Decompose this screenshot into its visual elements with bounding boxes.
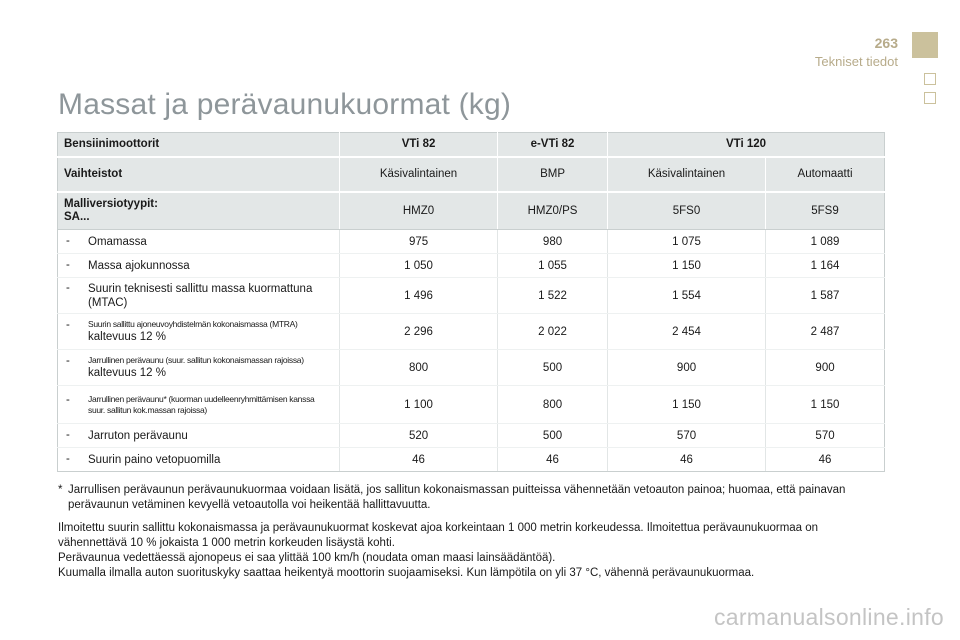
footnote	[58, 483, 888, 513]
page-title: Massat ja perävaunukuormat (kg)	[58, 88, 512, 121]
row-label-text: Jarruton perävaunu	[88, 429, 188, 442]
footnote-star: *	[58, 484, 63, 496]
row-dash: -	[66, 355, 70, 367]
row-value: 1 075	[607, 230, 765, 254]
note-paragraph: Ilmoitettu suurin sallittu kokonaismassa ja perävaunukuormat koskevat ajoa korkeintaan 1 000 metrin korkeudessa. Ilmoitettua perävaunukuormaa on vähennettävä 10 % jokaista 1 000 metrin korkeuden lisäystä kohti.	[58, 522, 819, 549]
table-row	[58, 386, 885, 424]
row-value: 46	[340, 448, 498, 472]
row-value: 1 587	[766, 278, 885, 314]
gearbox-cell: Automaatti	[766, 157, 885, 192]
table-row	[58, 278, 885, 314]
row-label-small: Jarrullinen perävaunu (suur. sallitun kokonaismassan rajoissa)	[88, 355, 304, 365]
row-value: 2 454	[607, 314, 765, 350]
row-value: 46	[766, 448, 885, 472]
notes	[58, 521, 888, 581]
table-row	[58, 314, 885, 350]
row-value: 1 554	[607, 278, 765, 314]
row-value: 570	[607, 424, 765, 448]
row-value: 2 487	[766, 314, 885, 350]
row-label-small: Jarrullinen perävaunu* (kuorman uudelleenryhmittämisen kanssa suur. sallitun kok.massan rajoissa)	[88, 393, 315, 415]
row-label-text: Suurin paino vetopuomilla	[88, 453, 221, 466]
row-dash: -	[66, 393, 70, 406]
versions-label-line1: Malliversiotyypit:	[64, 197, 158, 210]
row-value: 520	[340, 424, 498, 448]
gearbox-cell: BMP	[498, 157, 608, 192]
chapter-tab-box-1	[924, 73, 936, 85]
table-row	[58, 448, 885, 472]
row-value: 900	[766, 350, 885, 386]
row-value: 1 055	[498, 254, 608, 278]
row-value: 1 150	[766, 386, 885, 424]
row-value: 980	[498, 230, 608, 254]
version-cell: 5FS9	[766, 192, 885, 230]
gearbox-header-row	[58, 157, 885, 192]
row-label-text: kaltevuus 12 %	[88, 367, 166, 379]
row-value: 2 022	[498, 314, 608, 350]
row-value: 1 522	[498, 278, 608, 314]
row-value: 1 050	[340, 254, 498, 278]
row-label-text: Omamassa	[88, 235, 147, 248]
engine-header-row	[58, 133, 885, 157]
engine-evti82: e-VTi 82	[498, 133, 608, 157]
table-row	[58, 230, 885, 254]
row-value: 500	[498, 350, 608, 386]
engine-vti82: VTi 82	[340, 133, 498, 157]
row-dash: -	[66, 281, 70, 294]
row-value: 800	[340, 350, 498, 386]
row-label	[58, 424, 340, 448]
version-cell: HMZ0	[340, 192, 498, 230]
row-label	[58, 230, 340, 254]
row-dash: -	[66, 258, 70, 271]
row-label-text: Massa ajokunnossa	[88, 259, 190, 272]
row-value: 1 100	[340, 386, 498, 424]
row-value: 2 296	[340, 314, 498, 350]
row-label-small: Suurin sallittu ajoneuvoyhdistelmän kokonaismassa (MTRA)	[88, 319, 298, 329]
watermark: carmanualsonline.info	[713, 604, 944, 630]
table-row	[58, 254, 885, 278]
row-value: 46	[498, 448, 608, 472]
mass-table	[57, 132, 885, 472]
gearbox-cell: Käsivalintainen	[607, 157, 765, 192]
gearbox-cell: Käsivalintainen	[340, 157, 498, 192]
versions-header-label	[58, 192, 340, 230]
row-label-text: kaltevuus 12 %	[88, 331, 166, 343]
versions-header-row	[58, 192, 885, 230]
row-value: 975	[340, 230, 498, 254]
row-value: 1 164	[766, 254, 885, 278]
engine-vti120: VTi 120	[607, 133, 884, 157]
row-dash: -	[66, 452, 70, 465]
row-value: 1 496	[340, 278, 498, 314]
footnote-text: Jarrullisen perävaunun perävaunukuormaa voidaan lisätä, jos sallitun kokonaismassan puitteissa vähennetään vetoauton painoa; huomaa, että painavan perävaunun vetäminen kevyellä vetoautolla voi heikentää hallittavuutta.	[68, 484, 846, 511]
chapter-tab-marker	[912, 32, 938, 58]
row-label	[58, 314, 340, 350]
note-paragraph: Kuumalla ilmalla auton suorituskyky saattaa heikentyä moottorin suojaamiseksi. Kun lämpötila on yli 37 °C, vähennä perävaunukuormaa.	[58, 567, 755, 579]
gearbox-header-label: Vaihteistot	[58, 157, 340, 192]
row-label	[58, 386, 340, 424]
row-value: 46	[607, 448, 765, 472]
section-name: Tekniset tiedot	[814, 54, 898, 69]
row-value: 900	[607, 350, 765, 386]
row-label	[58, 254, 340, 278]
row-dash: -	[66, 428, 70, 441]
row-dash: -	[66, 234, 70, 247]
row-label-text: Suurin teknisesti sallittu massa kuormattuna (MTAC)	[88, 282, 313, 309]
table-row	[58, 424, 885, 448]
row-value: 800	[498, 386, 608, 424]
note-paragraph: Perävaunua vedettäessä ajonopeus ei saa ylittää 100 km/h (noudata oman maasi lainsäädäntöä).	[58, 552, 556, 564]
row-label	[58, 350, 340, 386]
row-label	[58, 278, 340, 314]
engine-header-label: Bensiinimoottorit	[58, 133, 340, 157]
table-row	[58, 350, 885, 386]
row-value: 1 150	[607, 386, 765, 424]
versions-label-line2: SA...	[64, 210, 90, 223]
version-cell: 5FS0	[607, 192, 765, 230]
row-value: 1 150	[607, 254, 765, 278]
row-label	[58, 448, 340, 472]
row-dash: -	[66, 319, 70, 331]
version-cell: HMZ0/PS	[498, 192, 608, 230]
page-number: 263	[874, 35, 898, 51]
chapter-tab-box-2	[924, 92, 936, 104]
row-value: 1 089	[766, 230, 885, 254]
row-value: 500	[498, 424, 608, 448]
row-value: 570	[766, 424, 885, 448]
